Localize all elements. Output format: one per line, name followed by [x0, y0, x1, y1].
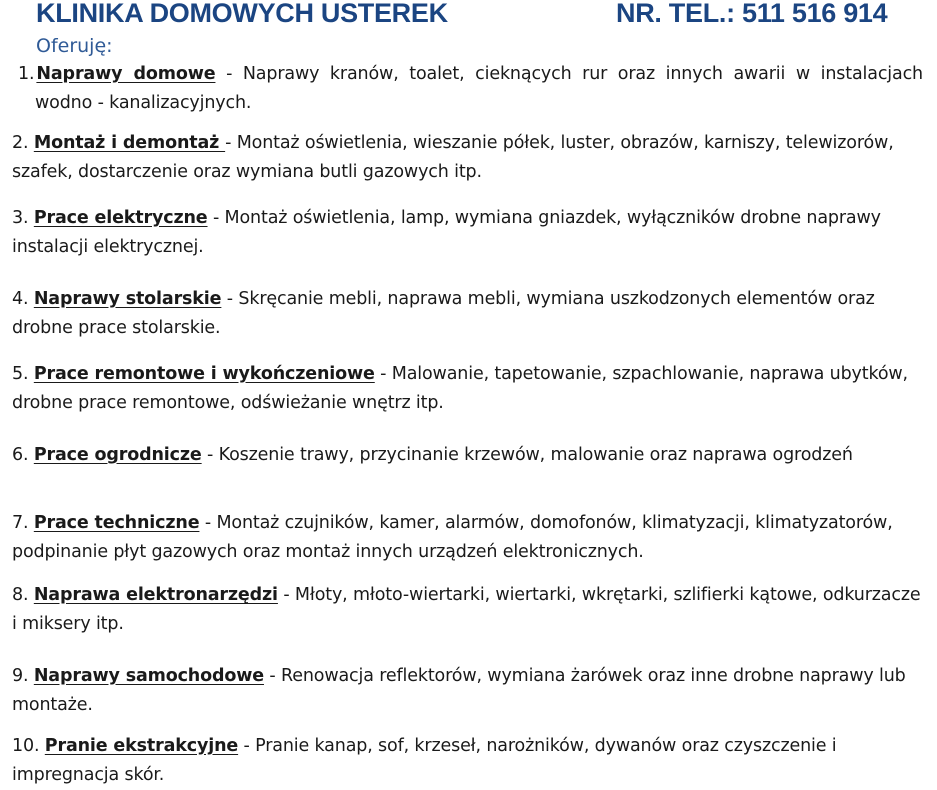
- service-number: 3.: [12, 208, 34, 228]
- service-description: Montaż oświetlenia, wieszanie półek, luster, obrazów, karniszy, telewizorów, szafek, dostarczenie oraz wymiana butli gazowych itp.: [12, 133, 894, 182]
- service-item-1: [18, 60, 923, 118]
- service-description: Malowanie, tapetowanie, szpachlowanie, naprawa ubytków, drobne prace remontowe, odświeżanie wnętrz itp.: [12, 364, 908, 413]
- service-name: Naprawy domowe: [36, 64, 216, 84]
- service-name: Prace techniczne: [33, 513, 200, 533]
- service-number: 5.: [12, 364, 34, 384]
- service-name: Montaż i demontaż: [33, 133, 226, 153]
- service-item-8: [12, 581, 927, 639]
- service-number: 7.: [12, 513, 34, 533]
- service-description: Renowacja reflektorów, wymiana żarówek oraz inne drobne naprawy lub montaże.: [12, 666, 906, 715]
- service-item-7: [12, 509, 927, 567]
- service-description: Pranie kanap, sof, krzeseł, narożników, dywanów oraz czyszczenie i impregnacja skór.: [12, 736, 837, 785]
- service-item-3: [12, 204, 927, 262]
- service-description: Naprawy kranów, toalet, cieknących rur oraz innych awarii w instalacjach wodno - kanalizacyjnych.: [35, 64, 923, 113]
- service-name: Prace remontowe i wykończeniowe: [33, 364, 375, 384]
- service-number: 9.: [12, 666, 34, 686]
- service-name: Pranie ekstrakcyjne: [44, 736, 239, 756]
- service-item-6: [12, 441, 927, 470]
- service-item-2: [12, 129, 927, 187]
- service-item-10: [12, 732, 927, 790]
- service-separator: -: [201, 445, 219, 465]
- service-name: Naprawy samochodowe: [33, 666, 264, 686]
- service-description: Młoty, młoto-wiertarki, wiertarki, wkrętarki, szlifierki kątowe, odkurzacze i miksery itp.: [12, 585, 921, 634]
- service-number: 1.: [18, 64, 35, 84]
- service-separator: -: [199, 513, 217, 533]
- service-item-9: [12, 662, 927, 720]
- service-separator: -: [215, 64, 243, 84]
- service-name: Naprawy stolarskie: [33, 289, 222, 309]
- service-description: Skręcanie mebli, naprawa mebli, wymiana uszkodzonych elementów oraz drobne prace stolarskie.: [12, 289, 875, 338]
- business-title: KLINIKA DOMOWYCH USTEREK: [36, 0, 448, 28]
- service-separator: -: [221, 289, 239, 309]
- service-name: Prace ogrodnicze: [33, 445, 202, 465]
- service-number: 6.: [12, 445, 34, 465]
- service-name: Naprawa elektronarzędzi: [33, 585, 278, 605]
- offer-heading: Oferuję:: [36, 35, 113, 57]
- service-separator: -: [277, 585, 295, 605]
- service-separator: -: [263, 666, 281, 686]
- service-separator: -: [225, 133, 237, 153]
- service-separator: -: [207, 208, 225, 228]
- service-number: 2.: [12, 133, 34, 153]
- service-description: Montaż oświetlenia, lamp, wymiana gniazdek, wyłączników drobne naprawy instalacji elektrycznej.: [12, 208, 881, 257]
- service-item-4: [12, 285, 927, 343]
- service-name: Prace elektryczne: [33, 208, 208, 228]
- service-separator: -: [238, 736, 256, 756]
- service-description: Montaż czujników, kamer, alarmów, domofonów, klimatyzacji, klimatyzatorów, podpinanie płyt gazowych oraz montaż innych urządzeń elektronicznych.: [12, 513, 893, 562]
- service-number: 8.: [12, 585, 34, 605]
- service-item-5: [12, 360, 927, 418]
- service-description: Koszenie trawy, przycinanie krzewów, malowanie oraz naprawa ogrodzeń: [218, 445, 853, 465]
- phone-number: NR. TEL.: 511 516 914: [616, 0, 888, 28]
- document-header: [36, 0, 916, 30]
- service-number: 4.: [12, 289, 34, 309]
- service-separator: -: [374, 364, 392, 384]
- service-number: 10.: [12, 736, 45, 756]
